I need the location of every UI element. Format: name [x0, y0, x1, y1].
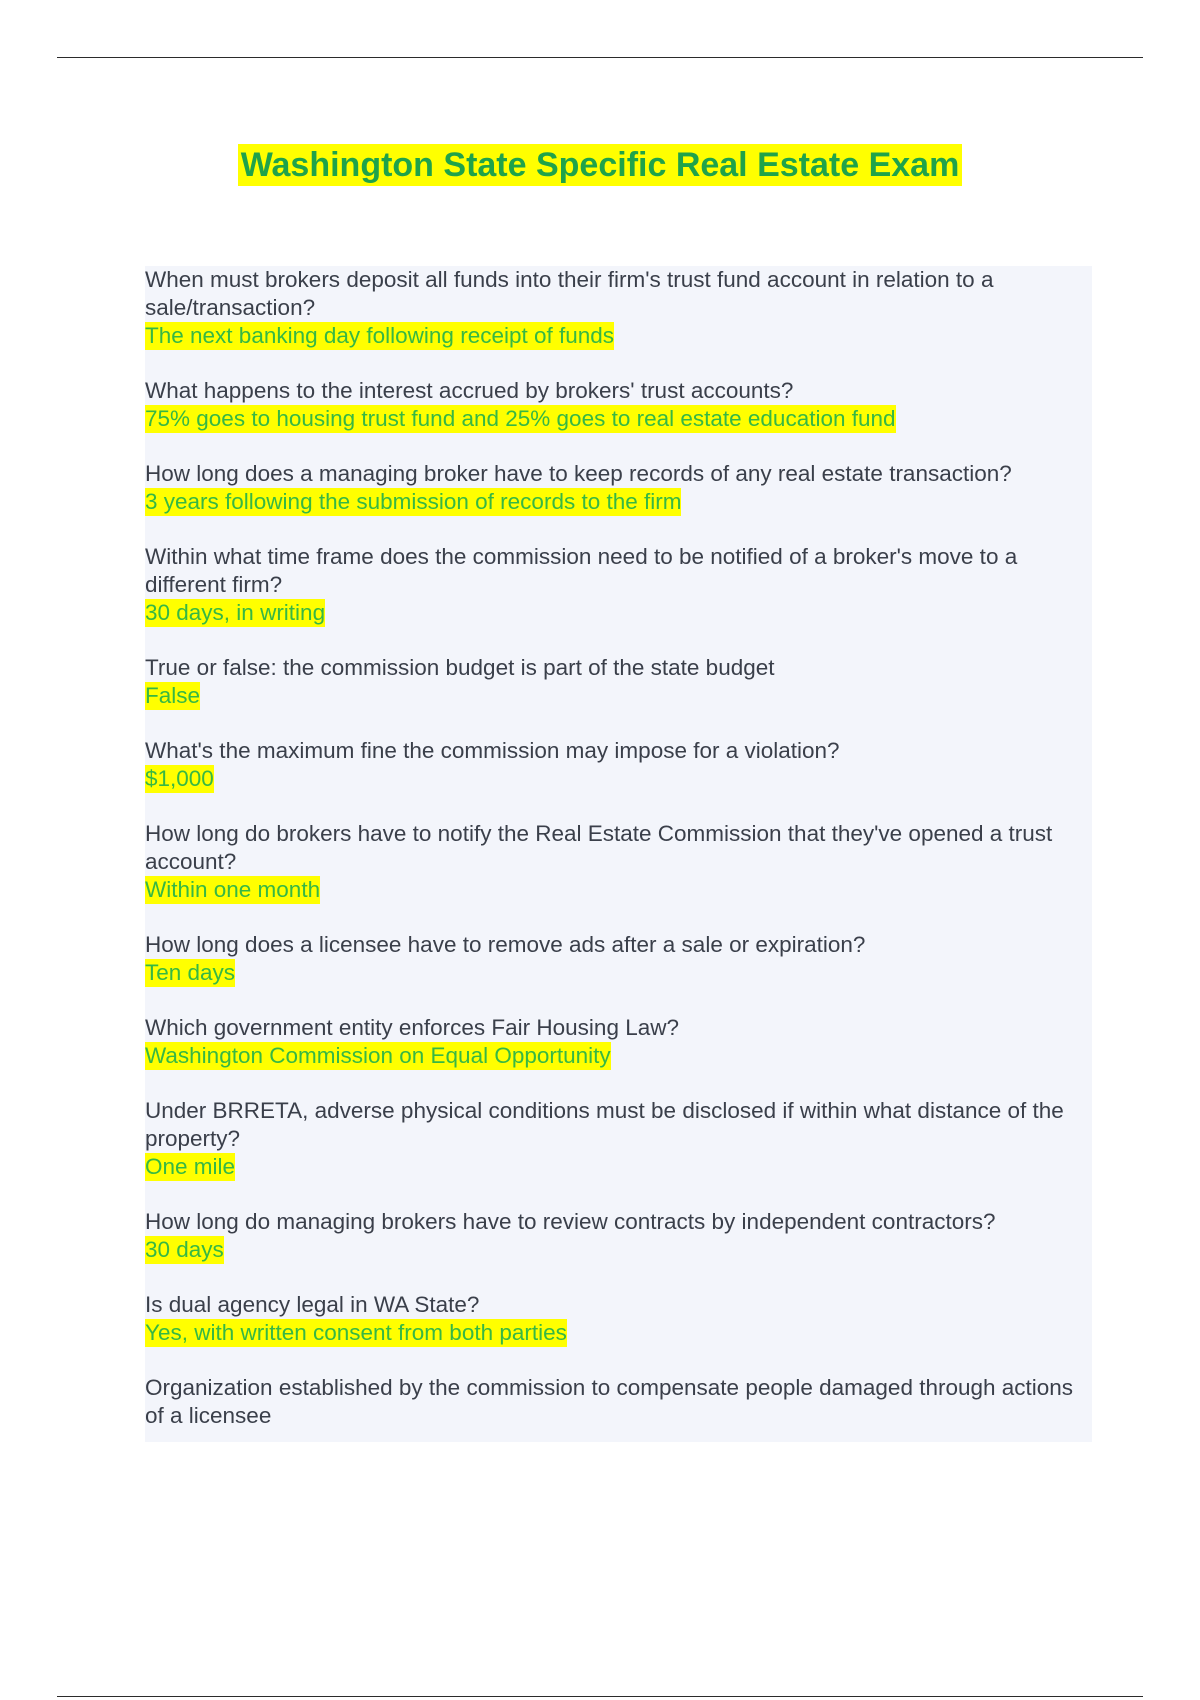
question-text: How long do managing brokers have to review contracts by independent contractors? — [145, 1209, 996, 1234]
question-text: What's the maximum fine the commission may impose for a violation? — [145, 738, 840, 763]
qa-item — [145, 460, 1092, 516]
qa-item — [145, 931, 1092, 987]
question-text: Within what time frame does the commission need to be notified of a broker's move to a different firm? — [145, 544, 1018, 597]
answer-text: 30 days — [145, 1237, 224, 1262]
question-text: Organization established by the commission to compensate people damaged through actions of a licensee — [145, 1375, 1074, 1428]
top-rule — [57, 57, 1143, 58]
document-title: Washington State Specific Real Estate Exam — [238, 144, 963, 186]
qa-item — [145, 1208, 1092, 1264]
qa-item — [145, 543, 1092, 627]
answer-text: Washington Commission on Equal Opportunity — [145, 1043, 611, 1068]
answer-text: The next banking day following receipt of funds — [145, 323, 615, 348]
qa-item — [145, 1291, 1092, 1347]
question-text: Is dual agency legal in WA State? — [145, 1292, 480, 1317]
question-text: How long do brokers have to notify the Real Estate Commission that they've opened a trust account? — [145, 821, 1053, 874]
answer-text: $1,000 — [145, 766, 214, 791]
question-text: Which government entity enforces Fair Housing Law? — [145, 1015, 680, 1040]
qa-item — [145, 1374, 1092, 1430]
answer-text: 30 days, in writing — [145, 600, 326, 625]
qa-item — [145, 1014, 1092, 1070]
qa-item — [145, 820, 1092, 904]
answer-text: Ten days — [145, 960, 236, 985]
question-text: True or false: the commission budget is part of the state budget — [145, 655, 775, 680]
qa-item — [145, 1097, 1092, 1181]
answer-text: Within one month — [145, 877, 321, 902]
title-container — [0, 144, 1200, 186]
answer-text: 75% goes to housing trust fund and 25% goes to real estate education fund — [145, 406, 896, 431]
question-text: How long does a licensee have to remove ads after a sale or expiration? — [145, 932, 866, 957]
qa-list — [145, 266, 1092, 1457]
qa-item — [145, 266, 1092, 350]
answer-text: Yes, with written consent from both parties — [145, 1320, 567, 1345]
question-text: When must brokers deposit all funds into their firm's trust fund account in relation to a sale/transaction? — [145, 267, 994, 320]
question-text: Under BRRETA, adverse physical conditions must be disclosed if within what distance of the property? — [145, 1098, 1064, 1151]
qa-item — [145, 737, 1092, 793]
qa-item — [145, 377, 1092, 433]
answer-text: 3 years following the submission of records to the firm — [145, 489, 682, 514]
answer-text: One mile — [145, 1154, 236, 1179]
question-text: How long does a managing broker have to keep records of any real estate transaction? — [145, 461, 1012, 486]
question-text: What happens to the interest accrued by brokers' trust accounts? — [145, 378, 794, 403]
answer-text: False — [145, 683, 201, 708]
qa-item — [145, 654, 1092, 710]
bottom-rule — [57, 1696, 1143, 1697]
